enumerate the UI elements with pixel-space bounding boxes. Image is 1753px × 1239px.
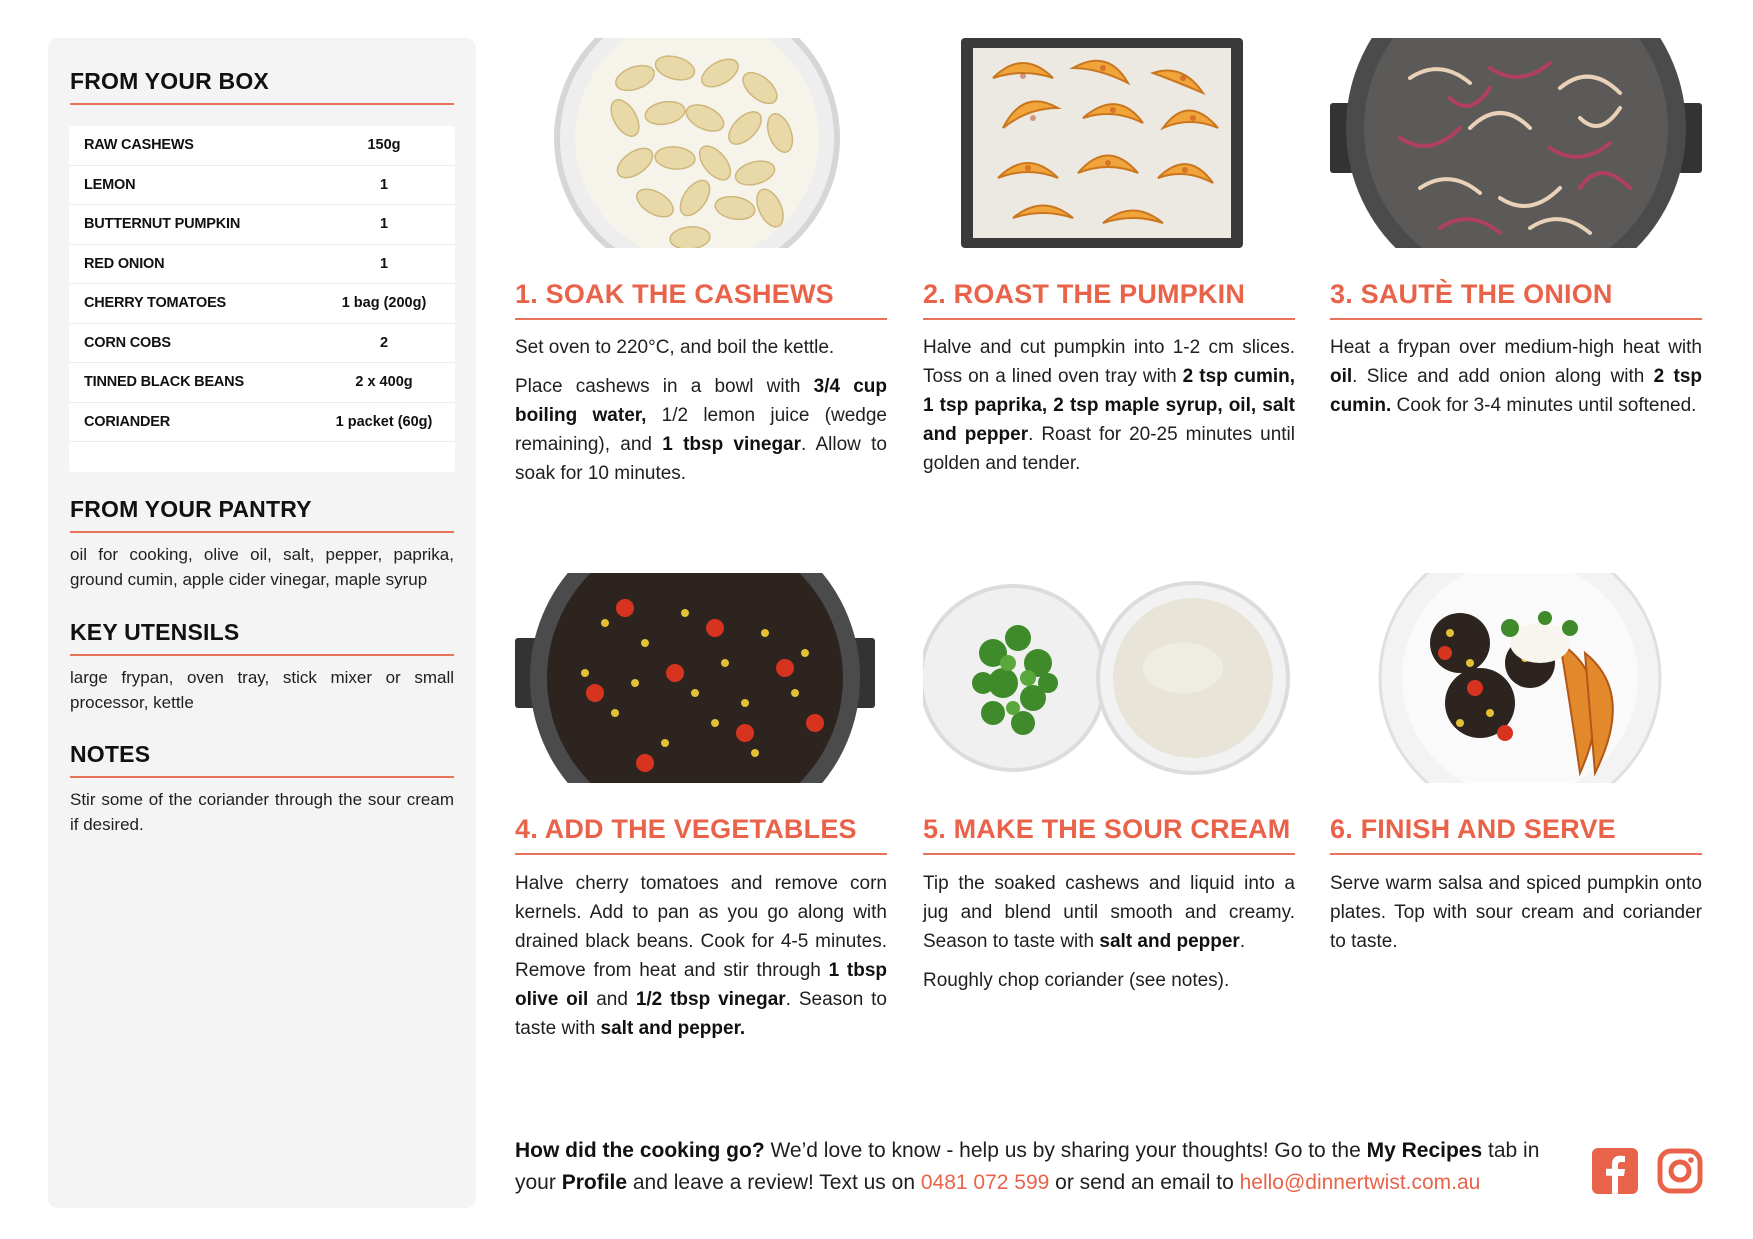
step-bold-text: 1 tbsp olive oil (515, 960, 887, 1010)
step-4-body (515, 869, 887, 1053)
ingredient-quantity: 150g (367, 137, 401, 154)
step-paragraph (515, 869, 887, 1043)
step-bold-text: 2 tsp cumin, 1 tsp paprika, 2 tsp maple syrup, oil, salt and pepper (923, 366, 1295, 445)
box-ingredients-table (69, 126, 455, 472)
step-4-title: 4. ADD THE VEGETABLES (515, 814, 887, 855)
step-text: . Allow to soak for 10 minutes. (515, 434, 887, 484)
ingredient-quantity: 1 packet (60g) (335, 413, 433, 430)
step-paragraph (923, 966, 1295, 995)
step-paragraph (923, 869, 1295, 956)
profile-link[interactable]: Profile (561, 1171, 628, 1194)
footer-text-2: tab in your (515, 1139, 1540, 1194)
step-bold-text: 1 tbsp vinegar (662, 434, 802, 455)
box-ingredient-row (69, 166, 455, 206)
step-bold-text: salt and pepper (1099, 931, 1240, 952)
step-bold-text: 1/2 tbsp vinegar (635, 989, 786, 1010)
email-link[interactable]: hello@dinnertwist.com.au (1239, 1171, 1481, 1194)
step-6-body (1330, 869, 1702, 966)
step-paragraph (1330, 333, 1702, 420)
step-text: Set oven to 220°C, and boil the kettle. (515, 337, 835, 358)
step-paragraph (515, 372, 887, 488)
facebook-icon[interactable] (1592, 1148, 1638, 1194)
ingredient-quantity: 2 (379, 334, 389, 351)
box-ingredient-row (69, 403, 455, 443)
step-text: Halve cherry tomatoes and remove corn kernels. Add to pan as you go along with drained black beans. Cook for 4-5 minutes. Remove from heat and stir through (515, 873, 887, 981)
box-title: FROM YOUR BOX (70, 68, 454, 105)
step-text: Roughly chop coriander (see notes). (923, 970, 1230, 991)
ingredient-name: CORN COBS (84, 334, 171, 351)
step-3-image (1330, 38, 1702, 248)
step-text: . Slice and add onion along with (1352, 366, 1654, 387)
step-text: Place cashews in a bowl with (515, 376, 814, 397)
step-text: Tip the soaked cashews and liquid into a jug and blend until smooth and creamy. Season to taste with (923, 873, 1295, 952)
ingredient-quantity: 1 bag (200g) (341, 295, 427, 312)
box-ingredient-row (69, 245, 455, 285)
utensils-text: large frypan, oven tray, stick mixer or small processor, kettle (70, 668, 454, 712)
step-1-image (515, 38, 887, 248)
ingredient-quantity: 1 (379, 255, 389, 272)
step-text: . Roast for 20-25 minutes until golden and tender. (923, 424, 1295, 474)
ingredient-name: RED ONION (84, 255, 165, 272)
step-text: Cook for 3-4 minutes until softened. (1391, 395, 1697, 416)
ingredient-name: CHERRY TOMATOES (84, 295, 227, 312)
ingredient-quantity: 2 x 400g (355, 374, 413, 391)
my-recipes-link[interactable]: My Recipes (1366, 1139, 1483, 1162)
feedback-footer (515, 1135, 1585, 1199)
footer-text-3: and leave a review! Text us on (627, 1171, 921, 1194)
utensils-title: KEY UTENSILS (70, 619, 454, 656)
step-5-body (923, 869, 1295, 1005)
step-text: Halve and cut pumpkin into 1-2 cm slices. Toss on a lined oven tray with (923, 337, 1295, 387)
footer-question: How did the cooking go? (515, 1139, 765, 1162)
ingredient-name: CORIANDER (84, 413, 171, 430)
pantry-title: FROM YOUR PANTRY (70, 496, 454, 533)
step-2-image (923, 38, 1295, 248)
step-6-image (1330, 573, 1702, 783)
step-paragraph (515, 333, 887, 362)
step-1-body (515, 333, 887, 498)
box-ingredient-row (69, 284, 455, 324)
ingredient-name: TINNED BLACK BEANS (84, 374, 244, 391)
notes-text: Stir some of the coriander through the sour cream if desired. (70, 790, 454, 834)
ingredients-sidebar (48, 38, 476, 1208)
step-1-title: 1. SOAK THE CASHEWS (515, 279, 887, 320)
footer-text-1: We’d love to know - help us by sharing your thoughts! Go to the (764, 1139, 1367, 1162)
pantry-text: oil for cooking, olive oil, salt, pepper, paprika, ground cumin, apple cider vinegar, maple syrup (70, 545, 454, 589)
step-text: and (588, 989, 636, 1010)
step-2-title: 2. ROAST THE PUMPKIN (923, 279, 1295, 320)
ingredient-name: LEMON (84, 176, 136, 193)
step-5-image (923, 573, 1295, 783)
step-text: 1/2 lemon juice (wedge remaining), and (515, 405, 887, 455)
box-ingredient-row (69, 363, 455, 403)
step-2-body (923, 333, 1295, 488)
step-3-title: 3. SAUTÈ THE ONION (1330, 279, 1702, 320)
ingredient-quantity: 1 (379, 176, 389, 193)
phone-link[interactable]: 0481 072 599 (920, 1171, 1050, 1194)
step-bold-text: 2 tsp cumin. (1330, 366, 1702, 416)
step-text: . Season to taste with (515, 989, 887, 1039)
ingredient-name: BUTTERNUT PUMPKIN (84, 216, 241, 233)
step-bold-text: oil (1330, 366, 1353, 387)
box-ingredient-row (69, 324, 455, 364)
step-text: Heat a frypan over medium-high heat with (1330, 337, 1702, 358)
step-bold-text: salt and pepper. (600, 1018, 746, 1039)
box-ingredient-row (69, 205, 455, 245)
step-text: Serve warm salsa and spiced pumpkin onto plates. Top with sour cream and coriander to taste. (1330, 873, 1702, 952)
ingredient-quantity: 1 (379, 216, 389, 233)
step-paragraph (1330, 869, 1702, 956)
footer-text-4: or send an email to (1049, 1171, 1240, 1194)
step-text: . (1239, 931, 1246, 952)
notes-title: NOTES (70, 741, 454, 778)
step-4-image (515, 573, 887, 783)
ingredient-name: RAW CASHEWS (84, 137, 194, 154)
step-3-body (1330, 333, 1702, 430)
step-5-title: 5. MAKE THE SOUR CREAM (923, 814, 1295, 855)
step-paragraph (923, 333, 1295, 478)
step-bold-text: 3/4 cup boiling water, (515, 376, 887, 426)
instagram-icon[interactable] (1657, 1148, 1703, 1194)
step-6-title: 6. FINISH AND SERVE (1330, 814, 1702, 855)
box-ingredient-row (69, 126, 455, 166)
